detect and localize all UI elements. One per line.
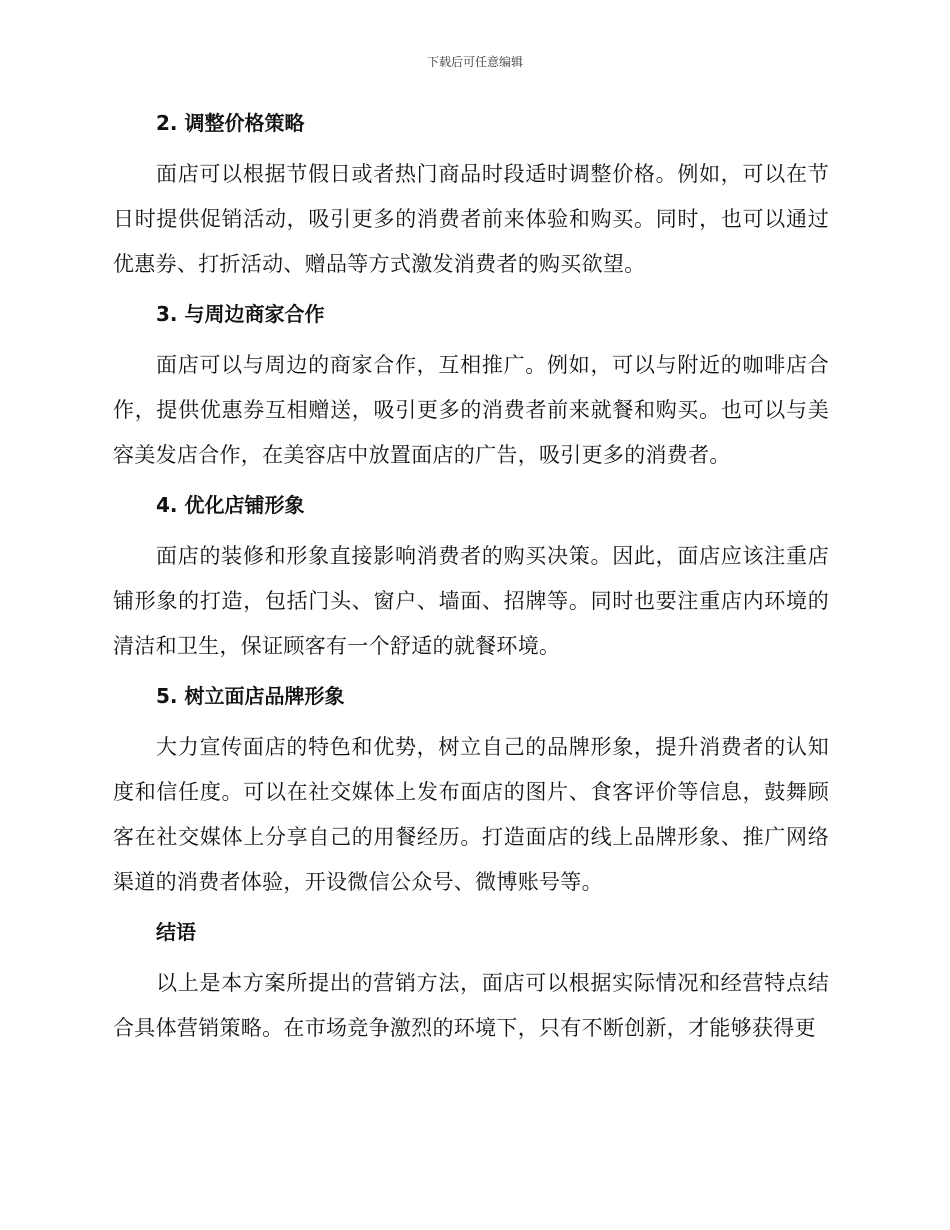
page-header: 下载后可任意编辑: [426, 55, 523, 69]
document-body: [113, 107, 829, 1062]
section-paragraph: 面店可以根据节假日或者热门商品时段适时调整价格。例如，可以在节日时提供促销活动，吸引更多的消费者前来体验和购买。同时，也可以通过优惠券、打折活动、赠品等方式激发消费者的购买欲望。: [113, 162, 829, 276]
section-paragraph: 面店可以与周边的商家合作，互相推广。例如，可以与附近的咖啡店合作，提供优惠券互相赠送，吸引更多的消费者前来就餐和购买。也可以与美容美发店合作，在美容店中放置面店的广告，吸引更多的消费者。: [113, 353, 829, 467]
section-heading: 4. 优化店铺形象: [156, 493, 305, 517]
section-pricing-strategy: [113, 107, 829, 287]
section-heading: 3. 与周边商家合作: [156, 302, 325, 326]
section-heading: 5. 树立面店品牌形象: [156, 684, 345, 708]
section-paragraph: 大力宣传面店的特色和优势，树立自己的品牌形象，提升消费者的认知度和信任度。可以在社交媒体上发布面店的图片、食客评价等信息，鼓舞顾客在社交媒体上分享自己的用餐经历。打造面店的线上品牌形象、推广网络渠道的消费者体验，开设微信公众号、微博账号等。: [113, 735, 829, 894]
section-heading: 2. 调整价格策略: [156, 111, 305, 135]
section-conclusion: [113, 916, 829, 1051]
section-business-cooperation: [113, 298, 829, 478]
section-brand-image: [113, 680, 829, 905]
section-heading: 结语: [156, 920, 196, 944]
section-paragraph: 面店的装修和形象直接影响消费者的购买决策。因此，面店应该注重店铺形象的打造，包括门头、窗户、墙面、招牌等。同时也要注重店内环境的清洁和卫生，保证顾客有一个舒适的就餐环境。: [113, 544, 829, 658]
section-paragraph: 以上是本方案所提出的营销方法，面店可以根据实际情况和经营特点结合具体营销策略。在市场竞争激烈的环境下，只有不断创新，才能够获得更: [113, 971, 829, 1040]
section-store-image: [113, 489, 829, 669]
